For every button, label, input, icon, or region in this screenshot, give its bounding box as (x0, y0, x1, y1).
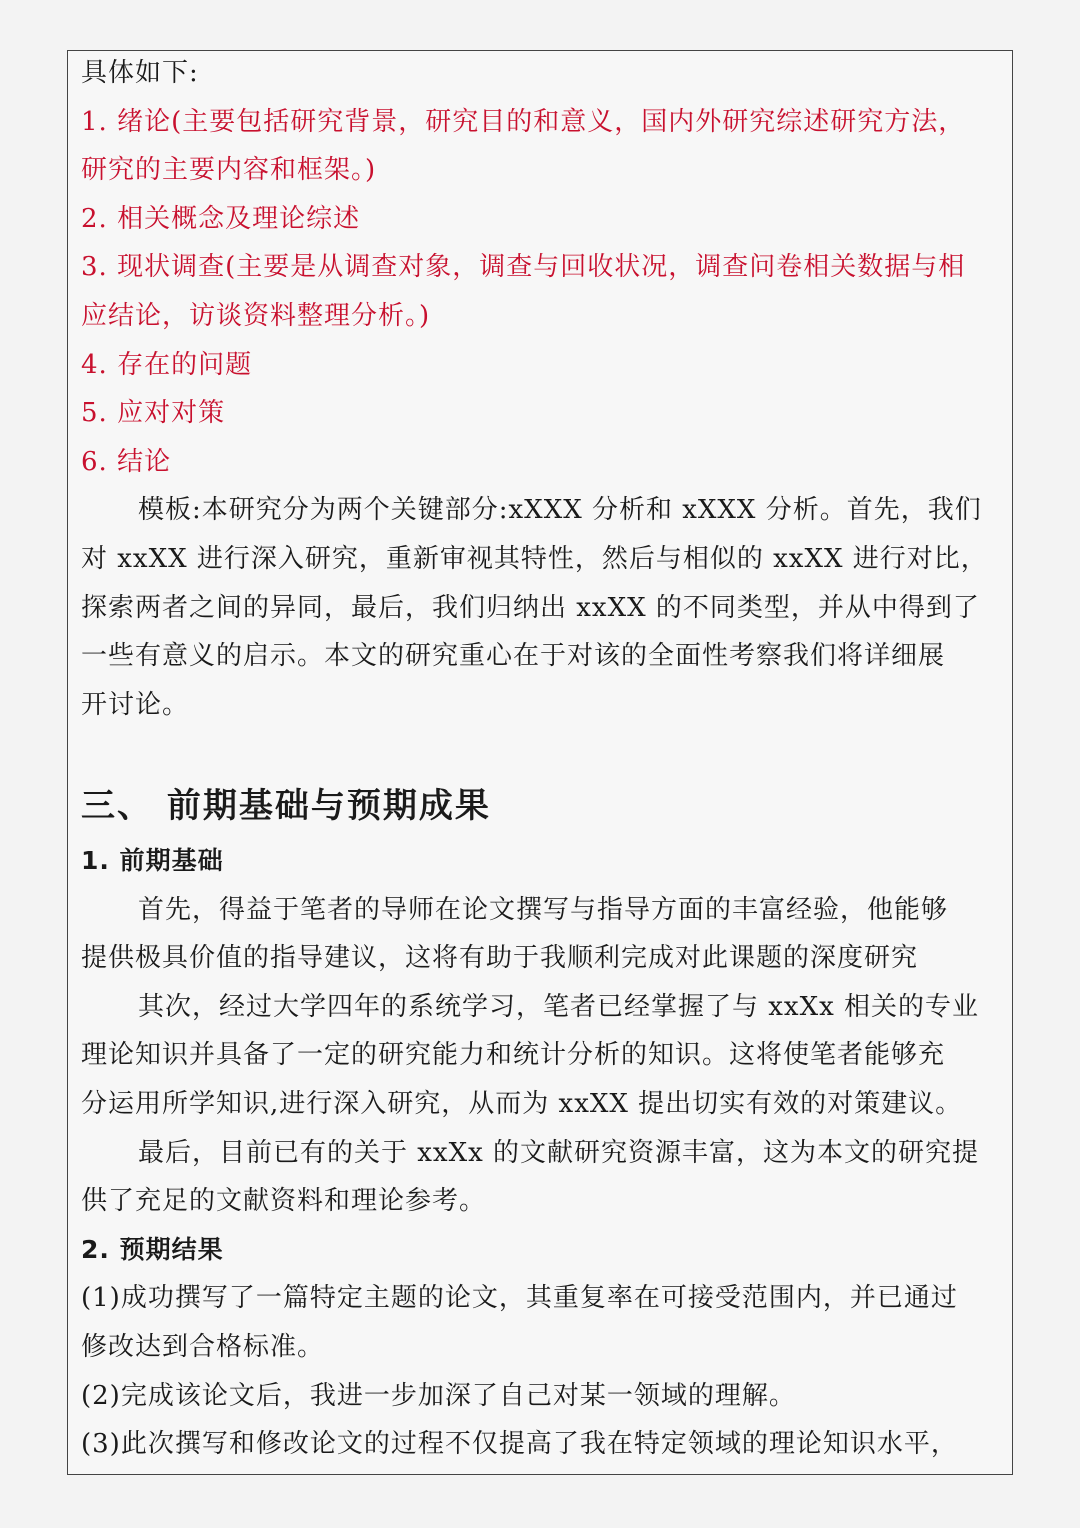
outline-item-3-line-2: 应结论，访谈资料整理分析。) (81, 300, 431, 331)
template-line-4: 一些有意义的启示。本文的研究重心在于对该的全面性考察我们将详细展 (81, 641, 946, 672)
results-item-1-line-1: (1)成功撰写了一篇特定主题的论文，其重复率在可接受范围内，并已通过 (81, 1283, 958, 1314)
outline-item-6: 6. 结论 (81, 446, 172, 477)
template-line-1: 模板:本研究分为两个关键部分:xXXX 分析和 xXXX 分析。首先，我们 (138, 495, 982, 526)
foundation-p1-line-2: 提供极具价值的指导建议，这将有助于我顺利完成对此课题的深度研究 (81, 943, 919, 974)
foundation-p2-line-1: 其次，经过大学四年的系统学习，笔者已经掌握了与 xxXx 相关的专业 (138, 991, 980, 1022)
outline-item-5: 5. 应对对策 (81, 398, 226, 429)
outline-item-1-line-1: 1. 绪论(主要包括研究背景，研究目的和意义，国内外研究综述研究方法， (81, 106, 966, 137)
results-item-2: (2)完成该论文后，我进一步加深了自己对某一领域的理解。 (81, 1380, 796, 1411)
intro-label: 具体如下: (81, 58, 199, 88)
foundation-p1-line-1: 首先，得益于笔者的导师在论文撰写与指导方面的丰富经验，他能够 (138, 894, 949, 925)
foundation-block (81, 837, 1005, 1469)
foundation-p3-line-1: 最后，目前已有的关于 xxXx 的文献研究资源丰富，这为本文的研究提 (138, 1137, 980, 1168)
results-item-3: (3)此次撰写和修改论文的过程不仅提高了我在特定领域的理论知识水平， (81, 1429, 958, 1460)
results-heading: 2. 预期结果 (81, 1234, 224, 1264)
foundation-p2-line-2: 理论知识并具备了一定的研究能力和统计分析的知识。这将使笔者能够充 (81, 1040, 946, 1071)
template-line-3: 探索两者之间的异同，最后，我们归纳出 xxXX 的不同类型，并从中得到了 (81, 592, 980, 623)
outline-item-3-line-1: 3. 现状调查(主要是从调查对象，调查与回收状况，调查问卷相关数据与相 (81, 252, 966, 283)
outline-item-2: 2. 相关概念及理论综述 (81, 203, 361, 234)
foundation-p2-line-3: 分运用所学知识,进行深入研究，从而为 xxXX 提出切实有效的对策建议。 (81, 1088, 963, 1119)
foundation-p3-line-2: 供了充足的文献资料和理论参考。 (81, 1186, 487, 1217)
foundation-heading: 1. 前期基础 (81, 846, 224, 875)
section-title: 三、 前期基础与预期成果 (81, 786, 491, 826)
template-line-2: 对 xxXX 进行深入研究，重新审视其特性，然后与相似的 xxXX 进行对比， (81, 543, 988, 574)
template-line-5: 开讨论。 (81, 689, 190, 720)
document-frame (67, 50, 1013, 1475)
outline-item-4: 4. 存在的问题 (81, 349, 253, 380)
outline-item-1-line-2: 研究的主要内容和框架。) (81, 155, 377, 186)
results-item-1-line-2: 修改达到合格标准。 (81, 1331, 325, 1362)
outline-block (81, 49, 1005, 729)
